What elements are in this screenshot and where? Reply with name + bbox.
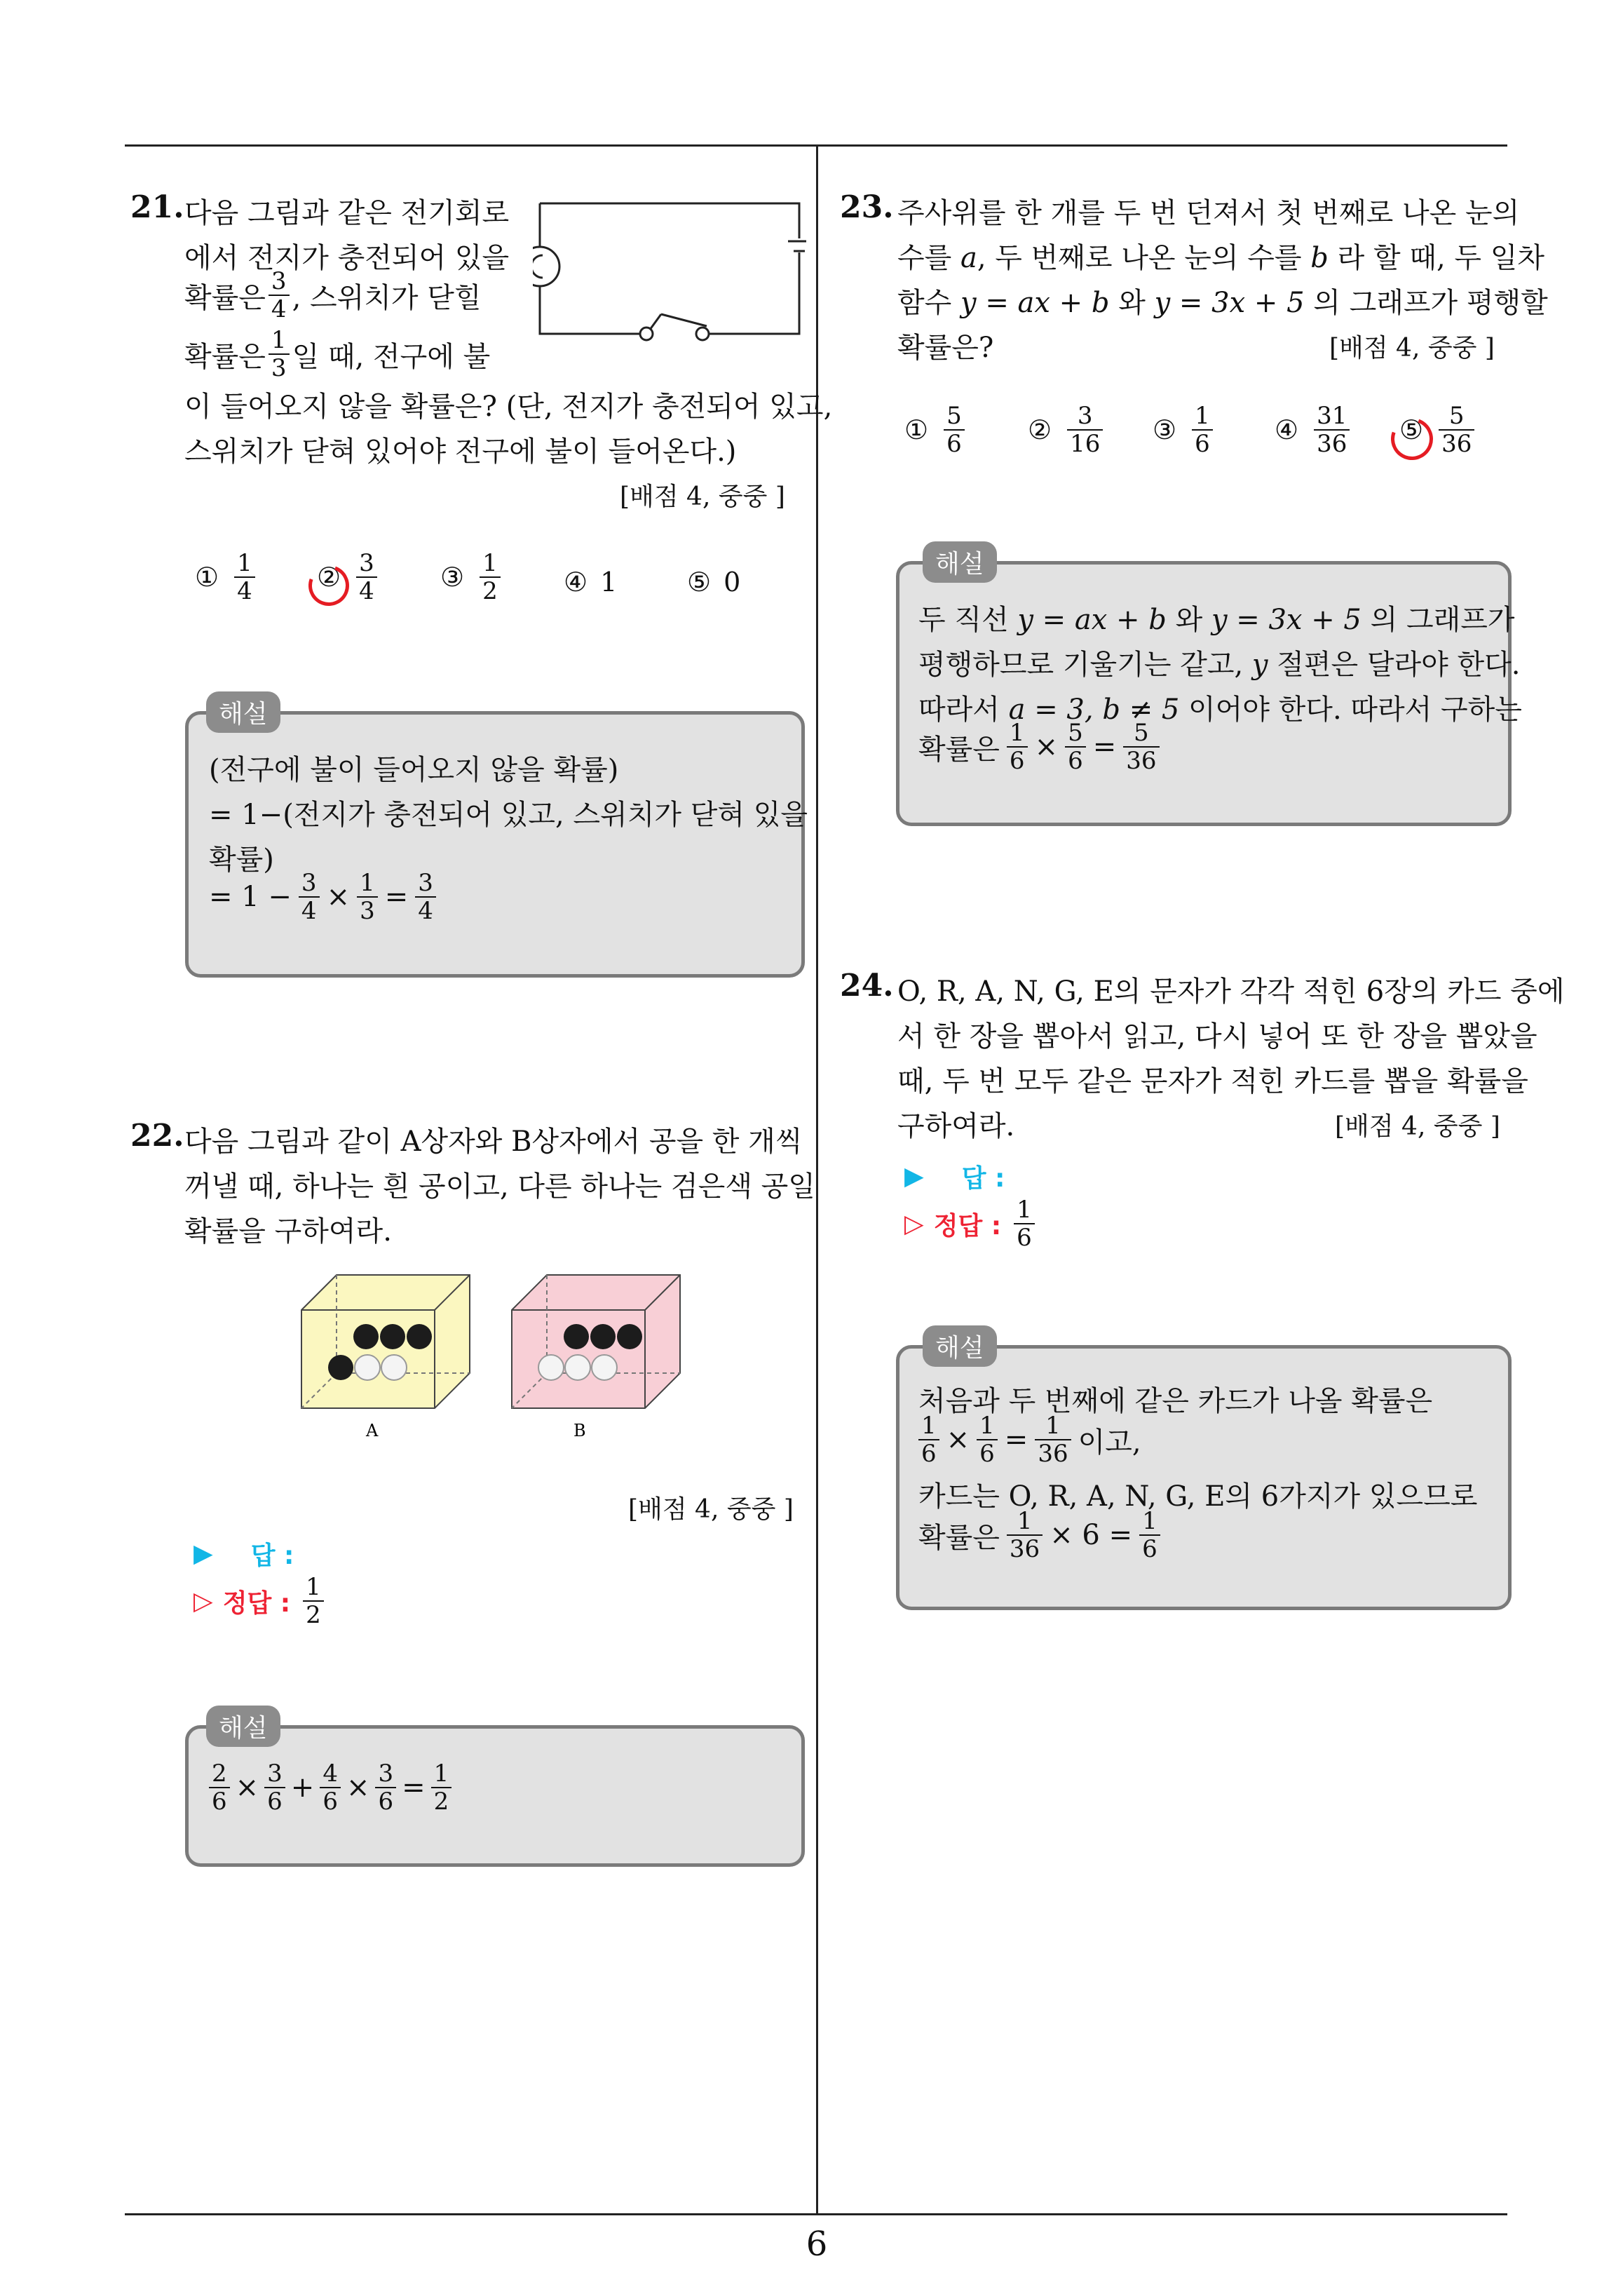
solution-tag: 해설 xyxy=(923,541,997,583)
solution-equation xyxy=(918,1508,1163,1562)
choice-1[interactable] xyxy=(195,550,258,605)
numerator: 1 xyxy=(1007,720,1028,748)
text: 이고, xyxy=(1078,1426,1141,1459)
operator: × xyxy=(235,1771,259,1804)
solution-text: = 1−(전지가 충전되어 있고, 스위치가 닫혀 있을 xyxy=(209,799,808,831)
equation: y = 3x + 5 xyxy=(1211,604,1361,636)
numerator: 3 xyxy=(375,1760,396,1788)
score-label: [배점 4, 중중 ] xyxy=(620,482,785,511)
solution-equation xyxy=(209,870,439,924)
question-number: 23. xyxy=(840,189,894,225)
fraction xyxy=(1035,1412,1071,1467)
triangle-outline-icon: ▷ xyxy=(193,1586,213,1616)
fraction xyxy=(1014,1196,1035,1251)
text: 확률은 xyxy=(184,281,266,314)
choice-mark: ③ xyxy=(1153,414,1177,445)
fraction xyxy=(1123,720,1159,774)
text: 따라서 xyxy=(918,694,1000,726)
denominator: 3 xyxy=(271,354,287,382)
denominator: 6 xyxy=(1068,747,1083,775)
text: 의 그래프가 평행할 xyxy=(1313,287,1548,319)
fraction xyxy=(209,1760,230,1815)
choice-3[interactable] xyxy=(440,550,503,605)
numerator: 1 xyxy=(977,1412,998,1440)
numerator: 2 xyxy=(209,1760,230,1788)
solution-tag: 해설 xyxy=(923,1325,997,1367)
solution-text-line xyxy=(918,597,1515,637)
text: 이어야 한다. 따라서 구하는 xyxy=(1188,694,1522,726)
choice-mark: ② xyxy=(317,562,341,593)
triangle-outline-icon: ▷ xyxy=(904,1209,924,1238)
triangle-filled-icon: ▶ xyxy=(904,1162,924,1191)
text: 확률은 xyxy=(184,340,266,373)
denominator: 4 xyxy=(237,577,252,605)
numerator: 5 xyxy=(1439,403,1474,431)
black-ball xyxy=(407,1324,432,1349)
score-label: [배점 4, 중중 ] xyxy=(628,1495,794,1524)
numerator: 1 xyxy=(1007,1508,1043,1536)
variable: b xyxy=(1310,242,1329,274)
text: 와 xyxy=(1118,287,1146,319)
choice-mark: ④ xyxy=(1275,414,1299,445)
solution-equation xyxy=(916,1412,1141,1467)
equation: y = ax + b xyxy=(1017,604,1167,636)
fraction xyxy=(1439,403,1474,457)
operator: × xyxy=(346,1771,370,1804)
denominator: 4 xyxy=(301,897,317,925)
denominator: 6 xyxy=(212,1788,227,1816)
text: 확률은 xyxy=(918,733,1000,766)
operator: + xyxy=(290,1771,315,1804)
text: , 스위치가 닫힐 xyxy=(292,281,482,314)
switch-contact xyxy=(640,327,653,340)
black-ball xyxy=(590,1324,616,1349)
box-a-label: A xyxy=(366,1421,379,1440)
text: 두 직선 xyxy=(918,604,1009,636)
question-text: 서 한 장을 뽑아서 읽고, 다시 넣어 또 한 장을 뽑았을 xyxy=(897,1020,1537,1053)
fraction xyxy=(299,870,320,924)
question-text-line xyxy=(184,327,490,381)
numerator: 31 xyxy=(1314,403,1350,431)
white-ball xyxy=(355,1355,380,1380)
score-label: [배점 4, 중중 ] xyxy=(1329,334,1495,363)
page-number: 6 xyxy=(806,2224,828,2264)
choice-4[interactable] xyxy=(564,567,617,597)
fraction xyxy=(1192,403,1213,457)
numerator: 1 xyxy=(357,870,378,898)
solution-equation xyxy=(918,720,1162,774)
numerator: 1 xyxy=(480,550,501,578)
operator: = xyxy=(402,1771,426,1804)
denominator: 4 xyxy=(359,577,374,605)
black-ball xyxy=(380,1324,405,1349)
question-text: 에서 전지가 충전되어 있을 xyxy=(184,242,510,274)
fraction xyxy=(1007,720,1028,774)
fraction xyxy=(977,1412,998,1467)
question-text: 주사위를 한 개를 두 번 던져서 첫 번째로 나온 눈의 xyxy=(897,197,1520,229)
fraction xyxy=(1007,1508,1043,1562)
text: = 1 − xyxy=(209,881,292,913)
fraction xyxy=(357,870,378,924)
choice-value: 0 xyxy=(724,567,741,597)
fraction xyxy=(269,327,290,381)
question-text-line xyxy=(184,268,482,323)
choice-mark: ① xyxy=(195,562,219,593)
operator: × xyxy=(946,1424,970,1456)
denominator: 6 xyxy=(378,1788,394,1816)
numerator: 3 xyxy=(269,268,290,296)
fraction xyxy=(234,550,255,605)
switch-arm xyxy=(661,314,707,326)
text: 와 xyxy=(1175,604,1203,636)
numerator: 1 xyxy=(918,1412,939,1440)
question-number: 21. xyxy=(130,189,184,225)
white-ball xyxy=(381,1355,407,1380)
black-ball xyxy=(353,1324,379,1349)
text: 평행하므로 기울기는 같고, xyxy=(918,649,1244,681)
denominator: 6 xyxy=(1195,430,1210,458)
solution-tag: 해설 xyxy=(206,691,280,733)
question-text: 스위치가 닫혀 있어야 전구에 불이 들어온다.) xyxy=(184,435,737,468)
question-text: O, R, A, N, G, E의 문자가 각각 적힌 6장의 카드 중에 xyxy=(897,975,1565,1008)
triangle-filled-icon: ▶ xyxy=(193,1539,213,1568)
question-text-line xyxy=(897,236,1544,276)
solution-text: 확률) xyxy=(209,844,274,876)
denominator: 6 xyxy=(979,1440,995,1468)
fraction xyxy=(1314,403,1350,457)
choice-5[interactable] xyxy=(687,567,740,597)
circuit-diagram xyxy=(533,196,806,351)
numerator: 5 xyxy=(1065,720,1086,748)
text: 함수 xyxy=(897,287,952,319)
fraction xyxy=(415,870,436,924)
choice-mark: ② xyxy=(1028,414,1052,445)
operator: × xyxy=(326,881,351,913)
choice-mark: ③ xyxy=(440,562,465,593)
answer-label: 답 : xyxy=(961,1164,1005,1193)
text: , 두 번째로 나온 눈의 수를 xyxy=(977,242,1302,274)
solution-text-line xyxy=(918,642,1521,682)
numerator: 3 xyxy=(1067,403,1103,431)
numerator: 3 xyxy=(415,870,436,898)
question-text: 꺼낼 때, 하나는 흰 공이고, 다른 하나는 검은색 공일 xyxy=(184,1170,815,1203)
solution-tag: 해설 xyxy=(206,1706,280,1747)
box-b-label: B xyxy=(573,1421,586,1440)
fraction xyxy=(1067,403,1103,457)
denominator: 6 xyxy=(1017,1224,1032,1252)
column-divider xyxy=(816,144,818,2215)
numerator: 5 xyxy=(1123,720,1159,748)
solution-equation xyxy=(206,1760,454,1815)
fraction xyxy=(1065,720,1086,774)
denominator: 2 xyxy=(433,1788,449,1816)
numerator: 1 xyxy=(234,550,255,578)
variable: y xyxy=(1251,649,1268,681)
choice-mark: ⑤ xyxy=(1399,414,1424,445)
numerator: 3 xyxy=(264,1760,285,1788)
denominator: 6 xyxy=(267,1788,283,1816)
equation: y = 3x + 5 xyxy=(1154,287,1305,319)
operator: = xyxy=(1092,731,1117,763)
question-text-line xyxy=(897,281,1548,320)
white-ball xyxy=(592,1355,617,1380)
question-text: 이 들어오지 않을 확률은? (단, 전지가 충전되어 있고, xyxy=(184,391,833,423)
white-ball xyxy=(538,1355,564,1380)
operator: = xyxy=(1004,1424,1028,1456)
fraction xyxy=(431,1760,452,1815)
question-text: 구하여라. xyxy=(897,1110,1015,1142)
numerator: 1 xyxy=(1139,1508,1160,1536)
numerator: 4 xyxy=(320,1760,341,1788)
denominator: 2 xyxy=(306,1601,321,1629)
denominator: 4 xyxy=(418,897,433,925)
text: × 6 = xyxy=(1050,1519,1133,1551)
text: 절편은 달라야 한다. xyxy=(1277,649,1521,681)
numerator: 5 xyxy=(944,403,965,431)
operator: = xyxy=(384,881,409,913)
denominator: 6 xyxy=(946,430,962,458)
text: 의 그래프가 xyxy=(1370,604,1515,636)
numerator: 3 xyxy=(356,550,377,578)
boxes-figure xyxy=(294,1268,701,1443)
question-text: 확률은? xyxy=(897,332,994,364)
numerator: 1 xyxy=(269,327,290,355)
denominator: 4 xyxy=(271,295,287,323)
text: 확률은 xyxy=(918,1521,1000,1554)
question-text: 다음 그림과 같이 A상자와 B상자에서 공을 한 개씩 xyxy=(184,1126,803,1158)
correct-answer-label: 정답 : xyxy=(933,1211,1002,1241)
choice-mark: ⑤ xyxy=(687,567,712,597)
fraction xyxy=(303,1574,324,1628)
switch-contact xyxy=(696,327,709,340)
correct-answer-line xyxy=(193,1574,327,1628)
denominator: 36 xyxy=(1009,1535,1040,1563)
denominator: 16 xyxy=(1070,430,1101,458)
bottom-rule xyxy=(125,2213,1507,2215)
black-ball xyxy=(617,1324,642,1349)
numerator: 1 xyxy=(1014,1196,1035,1224)
wire-top xyxy=(540,203,799,238)
denominator: 36 xyxy=(1126,747,1157,775)
text: 일 때, 전구에 불 xyxy=(292,340,491,373)
denominator: 2 xyxy=(482,577,498,605)
fraction xyxy=(269,268,290,323)
variable: a xyxy=(960,242,977,274)
question-number: 22. xyxy=(130,1118,184,1154)
black-ball xyxy=(328,1355,353,1380)
numerator: 1 xyxy=(431,1760,452,1788)
bulb-icon xyxy=(533,247,559,286)
answer-label: 답 : xyxy=(250,1541,294,1570)
score-label: [배점 4, 중중 ] xyxy=(1335,1112,1500,1141)
choice-1[interactable] xyxy=(904,403,967,457)
equation: a = 3, b ≠ 5 xyxy=(1008,694,1180,726)
numerator: 1 xyxy=(1035,1412,1071,1440)
question-text: 확률을 구하여라. xyxy=(184,1215,392,1248)
answer-line xyxy=(193,1536,294,1572)
equation: y = ax + b xyxy=(960,287,1110,319)
denominator: 36 xyxy=(1317,430,1347,458)
fraction xyxy=(375,1760,396,1815)
denominator: 36 xyxy=(1441,430,1472,458)
numerator: 3 xyxy=(299,870,320,898)
denominator: 6 xyxy=(322,1788,338,1816)
choice-mark: ④ xyxy=(564,567,588,597)
wire-right xyxy=(708,252,799,334)
box-a xyxy=(301,1275,470,1408)
question-text: 다음 그림과 같은 전기회로 xyxy=(184,197,510,229)
numerator: 1 xyxy=(1192,403,1213,431)
text: 수를 xyxy=(897,242,952,274)
denominator: 3 xyxy=(360,897,375,925)
white-ball xyxy=(565,1355,590,1380)
denominator: 6 xyxy=(1142,1535,1157,1563)
operator: × xyxy=(1034,731,1059,763)
choice-value: 1 xyxy=(600,567,618,597)
wire-bottom xyxy=(540,286,640,334)
solution-text: 카드는 O, R, A, N, G, E의 6가지가 있으므로 xyxy=(918,1480,1478,1513)
choice-mark: ① xyxy=(904,414,929,445)
numerator: 1 xyxy=(303,1574,324,1602)
choice-2[interactable] xyxy=(1028,403,1106,457)
choice-3[interactable] xyxy=(1153,403,1216,457)
fraction xyxy=(480,550,501,605)
fraction xyxy=(264,1760,285,1815)
denominator: 6 xyxy=(1009,747,1025,775)
solution-text: 처음과 두 번째에 같은 카드가 나올 확률은 xyxy=(918,1385,1433,1417)
answer-line xyxy=(904,1159,1005,1194)
fraction xyxy=(918,1412,939,1467)
box-b xyxy=(512,1275,680,1408)
fraction xyxy=(356,550,377,605)
correct-answer-line xyxy=(904,1196,1038,1251)
black-ball xyxy=(564,1324,589,1349)
denominator: 36 xyxy=(1038,1440,1068,1468)
fraction xyxy=(1139,1508,1160,1562)
fraction xyxy=(944,403,965,457)
switch-arm xyxy=(650,314,661,330)
correct-answer-label: 정답 : xyxy=(222,1588,291,1618)
choice-4[interactable] xyxy=(1275,403,1352,457)
text: 라 할 때, 두 일차 xyxy=(1337,242,1545,274)
fraction xyxy=(320,1760,341,1815)
denominator: 6 xyxy=(921,1440,937,1468)
solution-text: (전구에 불이 들어오지 않을 확률) xyxy=(209,754,619,786)
question-number: 24. xyxy=(840,968,894,1004)
question-text: 때, 두 번 모두 같은 문자가 적힌 카드를 뽑을 확률을 xyxy=(897,1065,1528,1098)
